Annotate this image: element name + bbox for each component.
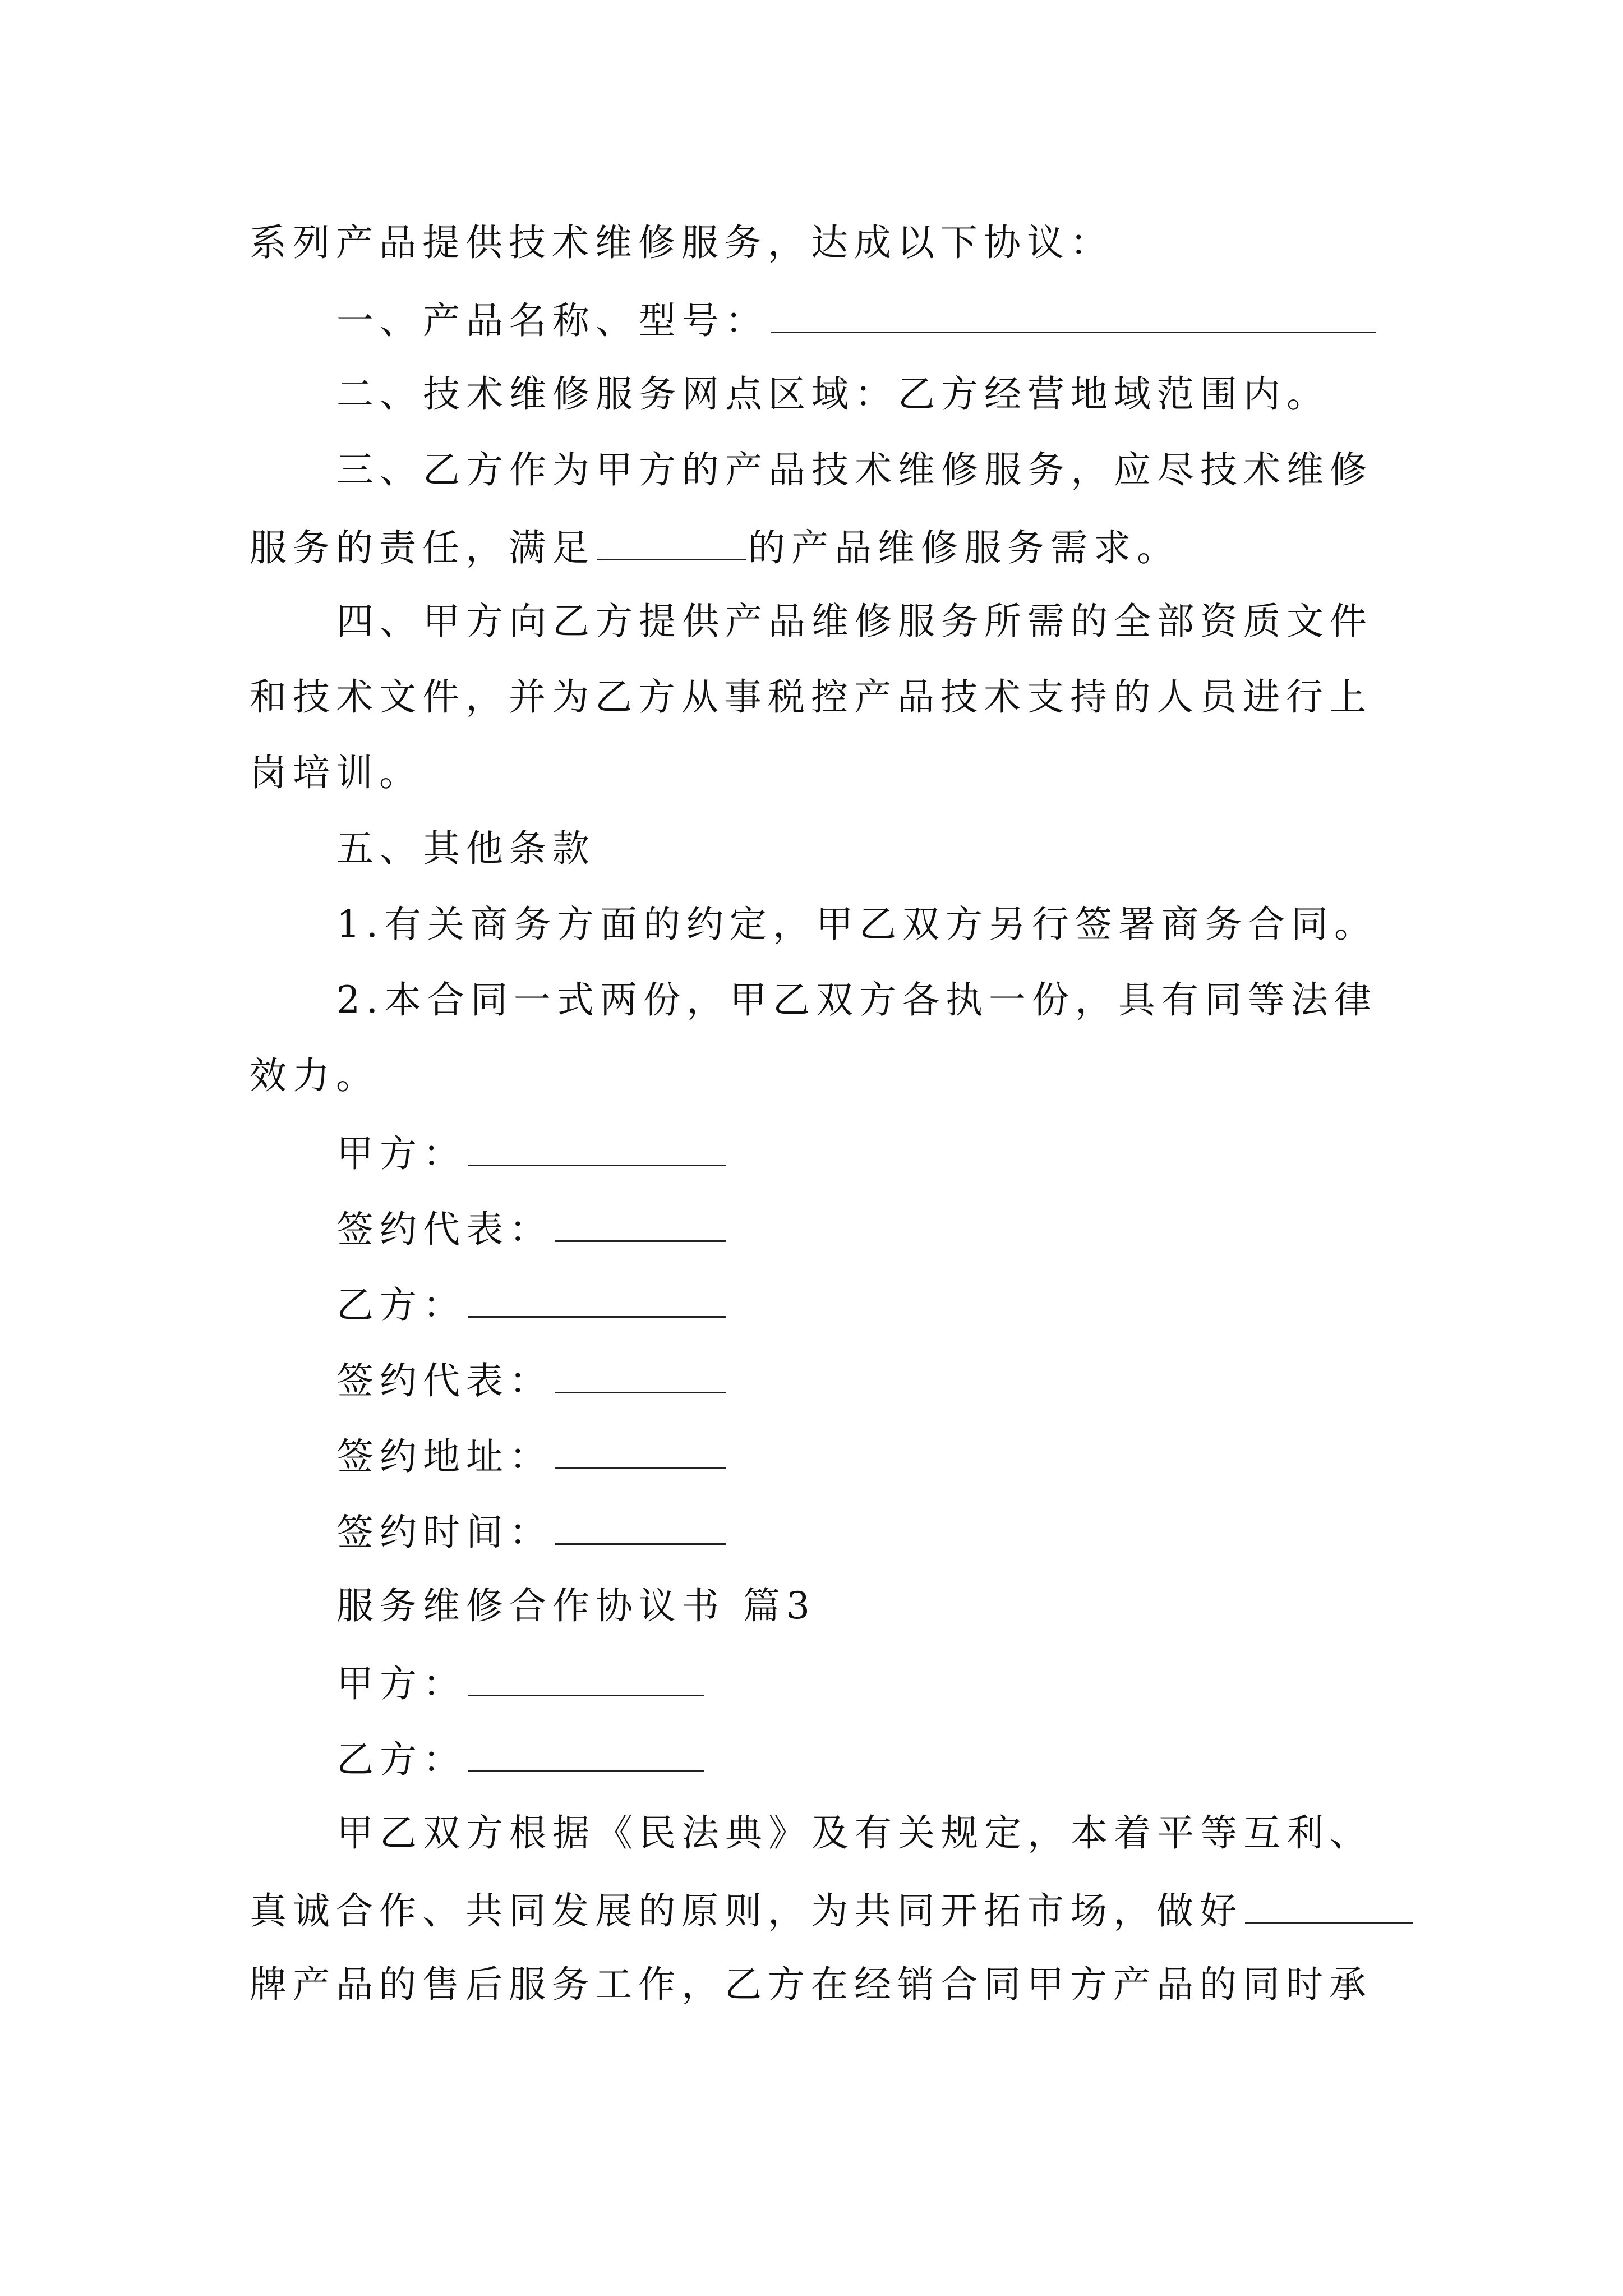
paragraph-line <box>336 600 1373 643</box>
text: 1.有关商务方面的约定，甲乙双方另行签署商务合同。 <box>336 903 1377 946</box>
paragraph-line <box>250 675 1372 719</box>
fill-in-blank <box>555 1360 726 1393</box>
text: 四、甲方向乙方提供产品维修服务所需的全部资质文件 <box>336 600 1373 643</box>
paragraph-line <box>250 221 1113 264</box>
text: 五、其他条款 <box>336 827 596 870</box>
text: 2.本合同一式两份，甲乙双方各执一份，具有同等法律 <box>336 978 1377 1022</box>
label: 签约代表： <box>336 1359 552 1402</box>
paragraph-line <box>250 1054 379 1097</box>
paragraph-line <box>336 448 1373 491</box>
fill-in-blank <box>468 1133 726 1166</box>
paragraph-line <box>336 1811 1373 1855</box>
paragraph-line <box>336 299 1378 342</box>
fill-in-blank <box>555 1512 726 1545</box>
fill-in-blank <box>555 1436 726 1469</box>
text: 服务维修合作协议书 篇3 <box>336 1584 816 1627</box>
text: 一、产品名称、型号： <box>336 299 768 342</box>
text: 二、技术维修服务网点区域：乙方经营地域范围内。 <box>336 372 1330 416</box>
section-title <box>336 1584 816 1627</box>
signature-line <box>336 1283 728 1327</box>
text: 三、乙方作为甲方的产品技术维修服务，应尽技术维修 <box>336 448 1373 491</box>
section-heading <box>336 827 596 870</box>
paragraph-line <box>250 1890 1415 1930</box>
text: 系列产品提供技术维修服务，达成以下协议： <box>250 221 1113 264</box>
paragraph-line <box>250 751 422 794</box>
text: 服务的责任，满足 <box>250 526 595 569</box>
signature-line <box>336 1663 706 1703</box>
fill-in-blank <box>1245 1890 1413 1924</box>
text: 和技术文件，并为乙方从事税控产品技术支持的人员进行上 <box>250 675 1372 719</box>
text: 牌产品的售后服务工作，乙方在经销合同甲方产品的同时承 <box>250 1963 1372 2006</box>
text: 效力。 <box>250 1054 379 1097</box>
label: 甲方： <box>336 1662 466 1705</box>
paragraph-line <box>336 372 1330 416</box>
fill-in-blank <box>771 300 1376 333</box>
paragraph-line <box>250 527 1180 567</box>
signature-line <box>336 1360 728 1400</box>
signature-line <box>336 1511 728 1554</box>
text: 的产品维修服务需求。 <box>748 526 1180 569</box>
label: 签约地址： <box>336 1435 552 1478</box>
fill-in-blank <box>555 1209 726 1242</box>
text: 甲乙双方根据《民法典》及有关规定，本着平等互利、 <box>336 1811 1373 1855</box>
paragraph-line <box>336 903 1377 946</box>
label: 乙方： <box>336 1283 466 1327</box>
signature-line <box>336 1208 728 1251</box>
label: 签约代表： <box>336 1208 552 1251</box>
label: 乙方： <box>336 1738 466 1781</box>
paragraph-line <box>250 1963 1372 2006</box>
fill-in-blank <box>468 1285 726 1318</box>
signature-line <box>336 1132 728 1175</box>
text: 岗培训。 <box>250 751 422 794</box>
fill-in-blank <box>597 527 746 560</box>
text: 真诚合作、共同发展的原则，为共同开拓市场，做好 <box>250 1889 1243 1932</box>
fill-in-blank <box>468 1739 704 1772</box>
label: 签约时间： <box>336 1511 552 1554</box>
signature-line <box>336 1435 728 1478</box>
fill-in-blank <box>468 1663 704 1696</box>
paragraph-line <box>336 978 1377 1022</box>
signature-line <box>336 1738 706 1781</box>
label: 甲方： <box>336 1132 466 1175</box>
